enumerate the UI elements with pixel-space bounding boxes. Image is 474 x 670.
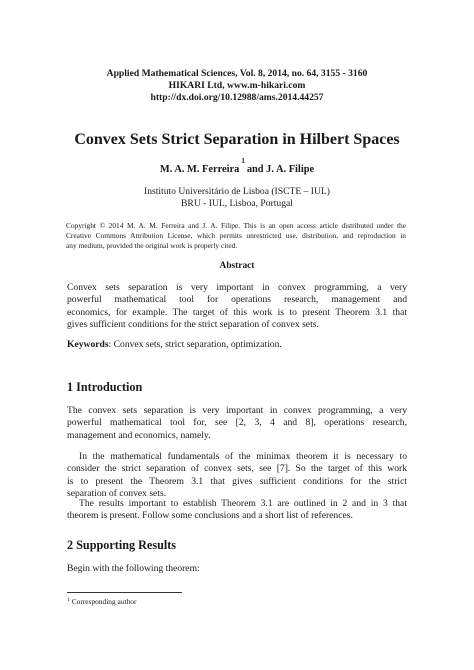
abstract-line: economics, for example. The target of this work is to present Theorem 3.1 that bbox=[67, 306, 407, 318]
keywords-text: : Convex sets, strict separation, optimization. bbox=[108, 339, 282, 350]
abstract-body bbox=[67, 282, 407, 331]
abstract-heading: Abstract bbox=[219, 261, 255, 271]
author-1: M. A. M. Ferreira bbox=[159, 164, 240, 175]
paragraph-line: In the mathematical fundamentals of the minimax theorem it is necessary to bbox=[79, 451, 407, 462]
paragraph-line: management and economics, namely. bbox=[67, 429, 211, 441]
author-2: and J. A. Filipe bbox=[246, 164, 315, 175]
paragraph-line: is to present the Theorem 3.1 that gives sufficient conditions for the strict bbox=[67, 475, 407, 487]
copyright-line-1: Copyright © 2014 M. A. M. Ferreira and J. A. Filipe. This is an open access article distributed under the bbox=[66, 221, 406, 230]
abstract-line: gives sufficient conditions for the strict separation of convex sets. bbox=[67, 318, 319, 330]
abstract-line: powerful mathematical tool for operations research, management and bbox=[67, 294, 407, 306]
paper-title: Convex Sets Strict Separation in Hilbert Spaces bbox=[74, 131, 400, 148]
footnote-divider bbox=[67, 592, 182, 593]
paragraph-line: The convex sets separation is very important in convex programming, a very bbox=[67, 405, 407, 416]
copyright-line-2: Creative Commons Attribution License, which permits unrestricted use, distribution, and reproduction in bbox=[66, 230, 406, 240]
paragraph-line: powerful mathematical tool for, see [2, 3, 4 and 8], operations research, bbox=[67, 417, 407, 429]
abstract-line: Convex sets separation is very important in convex programming, a very bbox=[67, 282, 407, 293]
doi-link[interactable]: http://dx.doi.org/10.12988/ams.2014.44257 bbox=[150, 92, 324, 103]
paragraph-line: separation of convex sets. bbox=[67, 487, 167, 499]
author-footnote-marker: 1 bbox=[241, 157, 245, 165]
paragraph-line: consider the strict separation of convex sets, see [7]. So the target of this work bbox=[67, 463, 407, 475]
copyright-notice bbox=[66, 221, 406, 251]
footnote-text: Corresponding author bbox=[71, 597, 137, 606]
section-heading-introduction: 1 Introduction bbox=[67, 380, 143, 394]
section-heading-supporting-results: 2 Supporting Results bbox=[67, 538, 177, 552]
supporting-results-text: Begin with the following theorem: bbox=[67, 563, 200, 574]
paragraph-line: theorem is present. Follow some conclusions and a short list of references. bbox=[67, 510, 353, 522]
journal-line-1: Applied Mathematical Sciences, Vol. 8, 2014, no. 64, 3155 - 3160 bbox=[106, 68, 368, 79]
copyright-line-3: any medium, provided the original work is properly cited. bbox=[66, 240, 238, 250]
journal-line-2: HIKARI Ltd, www.m-hikari.com bbox=[168, 80, 306, 91]
introduction-paragraph-2 bbox=[67, 451, 407, 500]
footnote bbox=[67, 597, 136, 606]
authors bbox=[0, 157, 474, 175]
affiliation-line-1: Instituto Universitário de Lisboa (ISCTE – IUL) bbox=[144, 186, 330, 197]
keywords-label: Keywords bbox=[67, 339, 109, 350]
affiliation-line-2: BRU - IUL, Lisboa, Portugal bbox=[181, 198, 293, 209]
introduction-paragraph-3 bbox=[67, 498, 407, 523]
paragraph-line: The results important to establish Theorem 3.1 are outlined in 2 and in 3 that bbox=[79, 498, 407, 509]
keywords bbox=[67, 339, 407, 351]
footnote-marker: 1 bbox=[67, 597, 70, 603]
introduction-paragraph-1 bbox=[67, 405, 407, 442]
